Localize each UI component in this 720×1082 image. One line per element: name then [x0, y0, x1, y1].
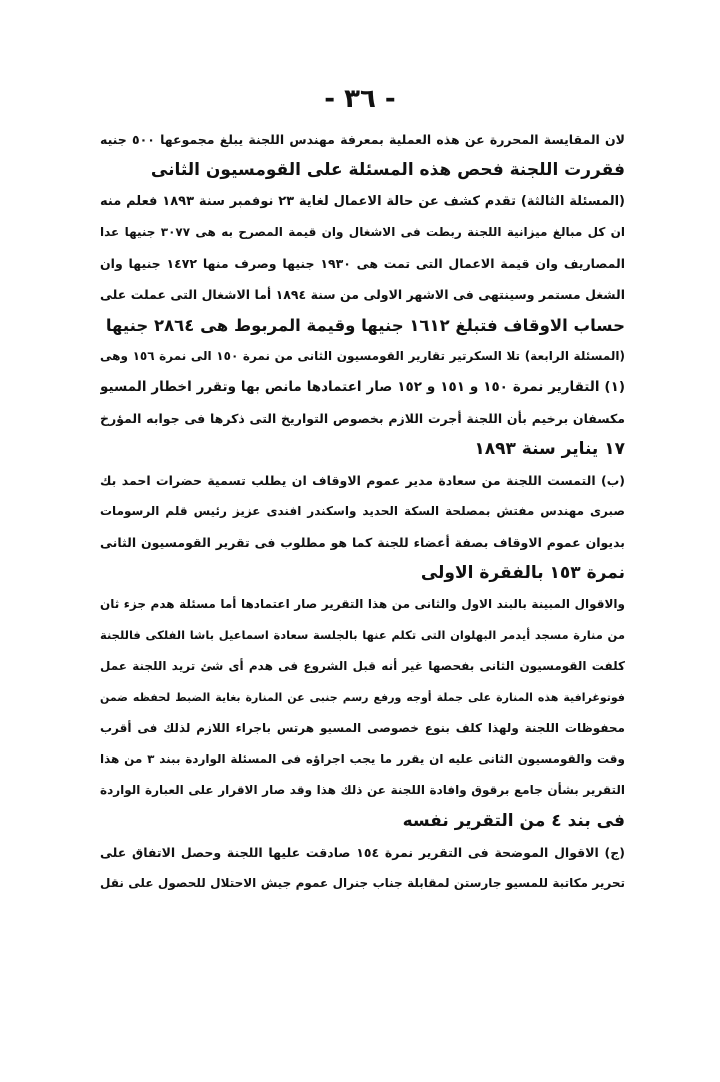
text-line: (١) التقارير نمرة ١٥٠ و ١٥١ و ١٥٢ صار اعتمادها مانص بها وتقرر اخطار المسيو — [100, 379, 625, 395]
text-line: والاقوال المبينة بالبند الاول والثانى من هذا التقرير صار اعتمادها أما مسئلة هدم جزء ثان — [100, 597, 625, 611]
text-line: (المسئلة الرابعة) تلا السكرتير تقارير القومسيون الثانى من نمرة ١٥٠ الى نمرة ١٥٦ وهى — [100, 349, 625, 363]
text-line: لان المقايسة المحررة عن هذه العملية بمعرفة مهندس اللجنة يبلغ مجموعها ٥٠٠ جنيه — [100, 132, 625, 147]
text-line: ان كل مبالغ ميزانية اللجنة ربطت فى الاشغال وان قيمة المصرح به هى ٣٠٧٧ جنيها عدا — [100, 225, 625, 239]
text-line: كلفت القومسيون الثانى بفحصها غير أنه قبل الشروع فى هدم أى شئ تريد اللجنة عمل — [100, 659, 625, 673]
text-line: تحرير مكاتبة للمسيو جارستن لمقابلة جناب جنرال عموم جيش الاحتلال للحصول على نقل — [100, 876, 625, 890]
text-line: التقرير بشأن جامع برقوق وافادة اللجنة عن ذلك هذا وقد صار الاقرار على العبارة الواردة — [100, 783, 625, 797]
page-number: - ٣٦ - — [324, 84, 396, 114]
text-line: الشغل مستمر وسينتهى فى الاشهر الاولى من سنة ١٨٩٤ أما الاشغال التى عملت على — [100, 287, 625, 302]
text-line: وقت والقومسيون الثانى عليه ان يقرر ما يجب اجراؤه فى المسئلة الواردة ببند ٣ من هذا — [100, 752, 625, 766]
text-line: فوتوغرافية هذه المنارة على جملة أوجه ورفع رسم جنبى عن المنارة بغاية الضبط لحفظه ضمن — [100, 691, 625, 704]
text-line: (ج) الاقوال الموضحة فى التقرير نمرة ١٥٤ صادقت عليها اللجنة وحصل الاتفاق على — [100, 845, 625, 860]
text-line: نمرة ١٥٣ بالفقرة الاولى — [420, 563, 625, 583]
text-line: من منارة مسجد أيدمر البهلوان التى تكلم عنها بالجلسة سعادة اسماعيل باشا الفلكى فاللجنة — [100, 628, 625, 642]
text-line: فقررت اللجنة فحص هذه المسئلة على القومسيون الثانى — [150, 160, 625, 180]
text-line: صبرى مهندس مفتش بمصلحة السكة الحديد واسكندر افندى عزيز رئيس قلم الرسومات — [100, 504, 625, 518]
text-line: بديوان عموم الاوقاف بصفة أعضاء للجنة كما هو مطلوب فى تقرير القومسيون الثانى — [100, 535, 625, 550]
text-line: ١٧ يناير سنة ١٨٩٣ — [474, 439, 625, 459]
body-text — [100, 124, 625, 899]
text-line: محفوظات اللجنة ولهذا كلف بنوع خصوصى المسيو هرتس باجراء اللازم لذلك فى أقرب — [100, 721, 625, 735]
text-line: فى بند ٤ من التقرير نفسه — [402, 811, 625, 831]
text-line: المصاريف وان قيمة الاعمال التى تمت هى ١٩٣٠ جنيها وصرف منها ١٤٧٢ جنيها وان — [100, 256, 625, 271]
text-line: حساب الاوقاف فتبلغ ١٦١٢ جنيها وقيمة المربوط هى ٢٨٦٤ جنيها — [105, 316, 625, 335]
text-line: (المسئلة الثالثة) تقدم كشف عن حالة الاعمال لغاية ٢٣ نوفمبر سنة ١٨٩٣ فعلم منه — [100, 194, 625, 209]
text-line: (ب) التمست اللجنة من سعادة مدير عموم الاوقاف ان يطلب تسمية حضرات احمد بك — [100, 473, 625, 488]
text-line: مكسفان برخيم بأن اللجنة أجرت اللازم بخصوص التواريخ التى ذكرها فى جوابه المؤرخ — [100, 411, 625, 426]
